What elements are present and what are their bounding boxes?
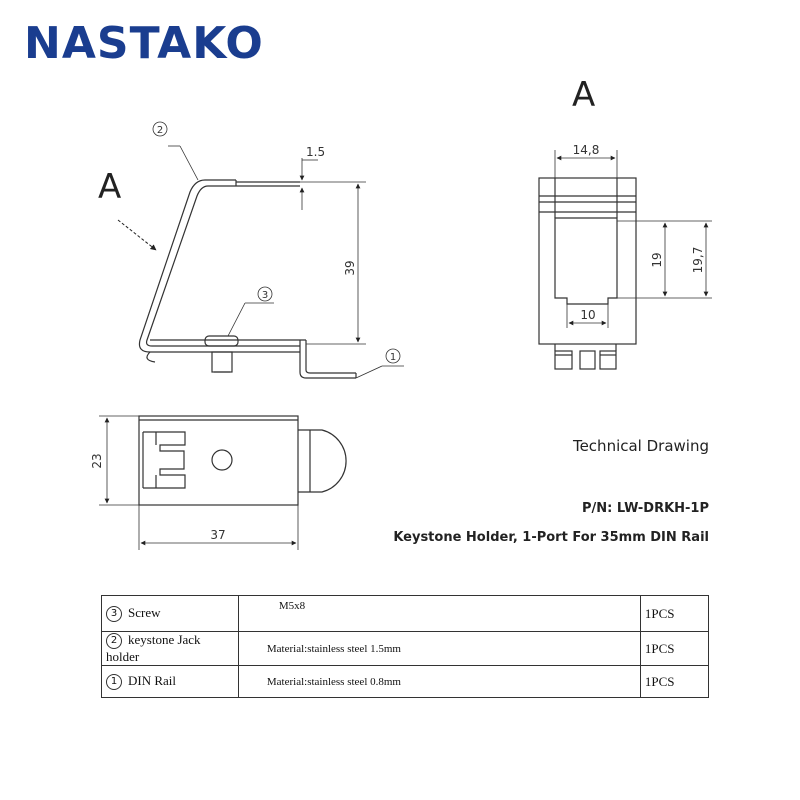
screw-head [205, 336, 238, 346]
front-dimensions [555, 150, 712, 328]
view-label-side: A [98, 167, 122, 207]
dim-inner-height: 19 [650, 252, 664, 268]
bom-qty: 1PCS [640, 632, 708, 666]
dim-height: 39 [343, 260, 357, 276]
callout-3-marker: 3 [106, 606, 122, 622]
bom-part-name: keystone Jack holder [106, 632, 201, 665]
callout-1-marker: 1 [106, 674, 122, 690]
callout-1-label: 1 [389, 352, 397, 363]
side-view [139, 180, 356, 378]
dim-plan-width: 23 [90, 453, 104, 469]
callout-2-marker: 2 [106, 633, 122, 649]
dim-plan-length: 37 [210, 528, 226, 542]
dim-thickness: 1.5 [306, 145, 326, 159]
view-arrow [118, 220, 156, 250]
table-row [102, 596, 709, 632]
bom-qty: 1PCS [640, 596, 708, 632]
callout-2-label: 2 [156, 125, 164, 136]
plan-view [139, 416, 346, 505]
dim-outer-height: 19,7 [691, 246, 705, 274]
side-dimensions [300, 158, 366, 344]
bill-of-materials [101, 595, 709, 698]
bom-part-name: Screw [128, 604, 161, 620]
screw-hole [212, 450, 232, 470]
tab-left [555, 351, 572, 369]
bom-part-cell [102, 596, 239, 632]
screw-body [212, 352, 232, 372]
bom-material: Material:stainless steel 1.5mm [238, 632, 640, 666]
tab-center [580, 351, 595, 369]
product-description: Keystone Holder, 1-Port For 35mm DIN Rail [393, 530, 709, 545]
bom-material: Material:stainless steel 0.8mm [238, 666, 640, 698]
bom-part-cell [102, 632, 239, 666]
table-row [102, 632, 709, 666]
tab-right [600, 351, 616, 369]
drawing-title: Technical Drawing [572, 437, 709, 455]
brand-logo: NASTAKO [24, 18, 264, 69]
bom-part-name: DIN Rail [128, 673, 177, 688]
bom-part-cell [102, 666, 239, 698]
bom-qty: 1PCS [640, 666, 708, 698]
plan-dimensions [99, 416, 298, 550]
callout-3-label: 3 [261, 290, 269, 301]
holder-profile [139, 180, 300, 352]
part-number: P/N: LW-DRKH-1P [581, 501, 709, 516]
dim-bottom-width: 10 [580, 308, 596, 322]
bom-material: M5x8 [238, 596, 640, 632]
view-label-front: A [572, 75, 596, 115]
dim-front-width: 14,8 [572, 143, 600, 157]
front-view [539, 178, 636, 369]
holder-profile-inner [147, 186, 300, 346]
table-row [102, 666, 709, 698]
